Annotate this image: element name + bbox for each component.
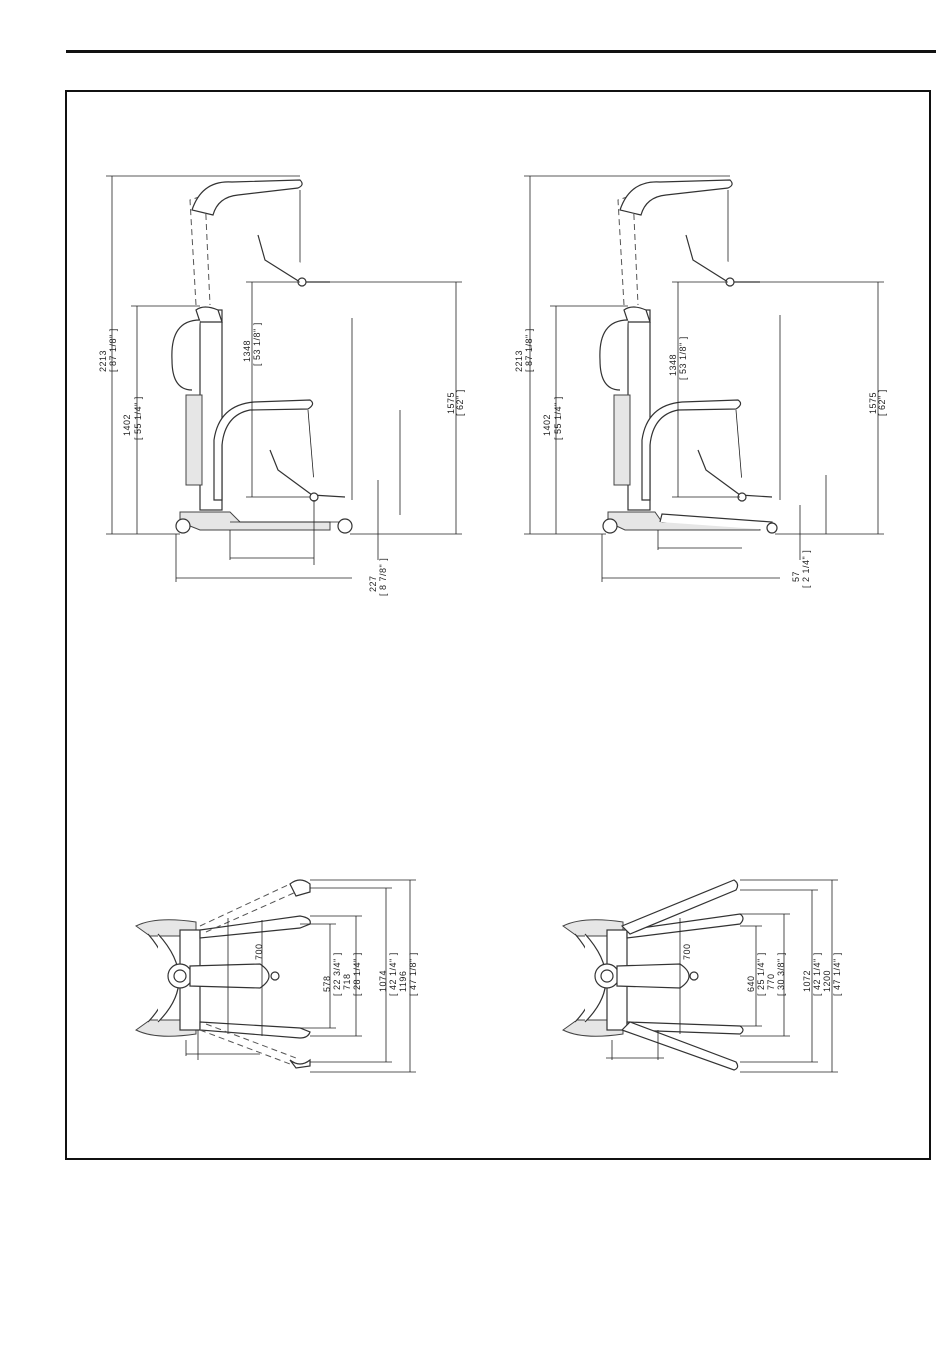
side2-leg-clearance-inch: [ 2 1/4" ] bbox=[801, 549, 811, 588]
side2-lift-range-mm: 1348 bbox=[668, 353, 678, 376]
top2-width-open-mm: 1072 bbox=[802, 969, 812, 992]
side2-height-max-mm: 2213 bbox=[514, 349, 524, 372]
side1-spreader-inch: [ 62" ] bbox=[455, 389, 465, 416]
top-view-left bbox=[136, 880, 416, 1072]
lift-illustration-right bbox=[600, 180, 777, 533]
top2-width-closed-inch: [ 25 1/4" ] bbox=[756, 952, 766, 996]
side2-leg-clearance-mm: 57 bbox=[791, 570, 801, 582]
top2-width-open-inch: [ 42 1/4" ] bbox=[812, 952, 822, 996]
side2-spreader-inch: [ 62" ] bbox=[877, 389, 887, 416]
side1-lift-range-mm: 1348 bbox=[242, 339, 252, 362]
top-view-right bbox=[563, 880, 838, 1072]
side1-leg-clearance-mm: 227 bbox=[368, 575, 378, 592]
top2-length-mm: 700 bbox=[682, 943, 692, 960]
top2-width-max-inch: [ 47 1/4" ] bbox=[832, 952, 842, 996]
top1-width-closed-mm: 578 bbox=[322, 975, 332, 992]
top1-width-max-inch: [ 47 1/8" ] bbox=[408, 952, 418, 996]
base-illustration-left bbox=[136, 880, 310, 1068]
side1-height-mast-inch: [ 55 1/4" ] bbox=[133, 396, 143, 440]
side2-height-mast-inch: [ 55 1/4" ] bbox=[553, 396, 563, 440]
top1-width-inner-mm: 718 bbox=[342, 973, 352, 990]
side1-leg-clearance-inch: [ 8 7/8" ] bbox=[378, 557, 388, 596]
side1-lift-range-inch: [ 53 1/8" ] bbox=[252, 322, 262, 366]
top2-width-max-mm: 1200 bbox=[822, 969, 832, 992]
side-view-left bbox=[106, 176, 462, 582]
top1-width-inner-inch: [ 28 1/4" ] bbox=[352, 952, 362, 996]
top2-width-inner-inch: [ 30 3/8" ] bbox=[776, 952, 786, 996]
side1-spreader-mm: 1575 bbox=[446, 391, 456, 414]
side2-lift-range-inch: [ 53 1/8" ] bbox=[678, 336, 688, 380]
top2-width-inner-mm: 770 bbox=[766, 973, 776, 990]
side1-height-max-mm: 2213 bbox=[98, 349, 108, 372]
top1-width-closed-inch: [ 22 3/4" ] bbox=[332, 952, 342, 996]
side2-spreader-mm: 1575 bbox=[868, 391, 878, 414]
dimension-lines-left bbox=[106, 176, 462, 582]
side2-height-mast-mm: 1402 bbox=[542, 413, 552, 436]
side1-height-max-inch: [ 87 1/8" ] bbox=[108, 328, 118, 372]
side2-height-max-inch: [ 87 1/8" ] bbox=[524, 328, 534, 372]
side1-height-mast-mm: 1402 bbox=[122, 413, 132, 436]
top1-width-open-inch: [ 42 1/4" ] bbox=[388, 952, 398, 996]
top1-width-open-mm: 1074 bbox=[378, 969, 388, 992]
top2-width-closed-mm: 640 bbox=[746, 975, 756, 992]
base-illustration-right bbox=[563, 880, 743, 1070]
top1-width-max-mm: 1196 bbox=[398, 970, 408, 992]
side-view-right bbox=[524, 176, 884, 582]
top1-length-mm: 700 bbox=[254, 943, 264, 960]
